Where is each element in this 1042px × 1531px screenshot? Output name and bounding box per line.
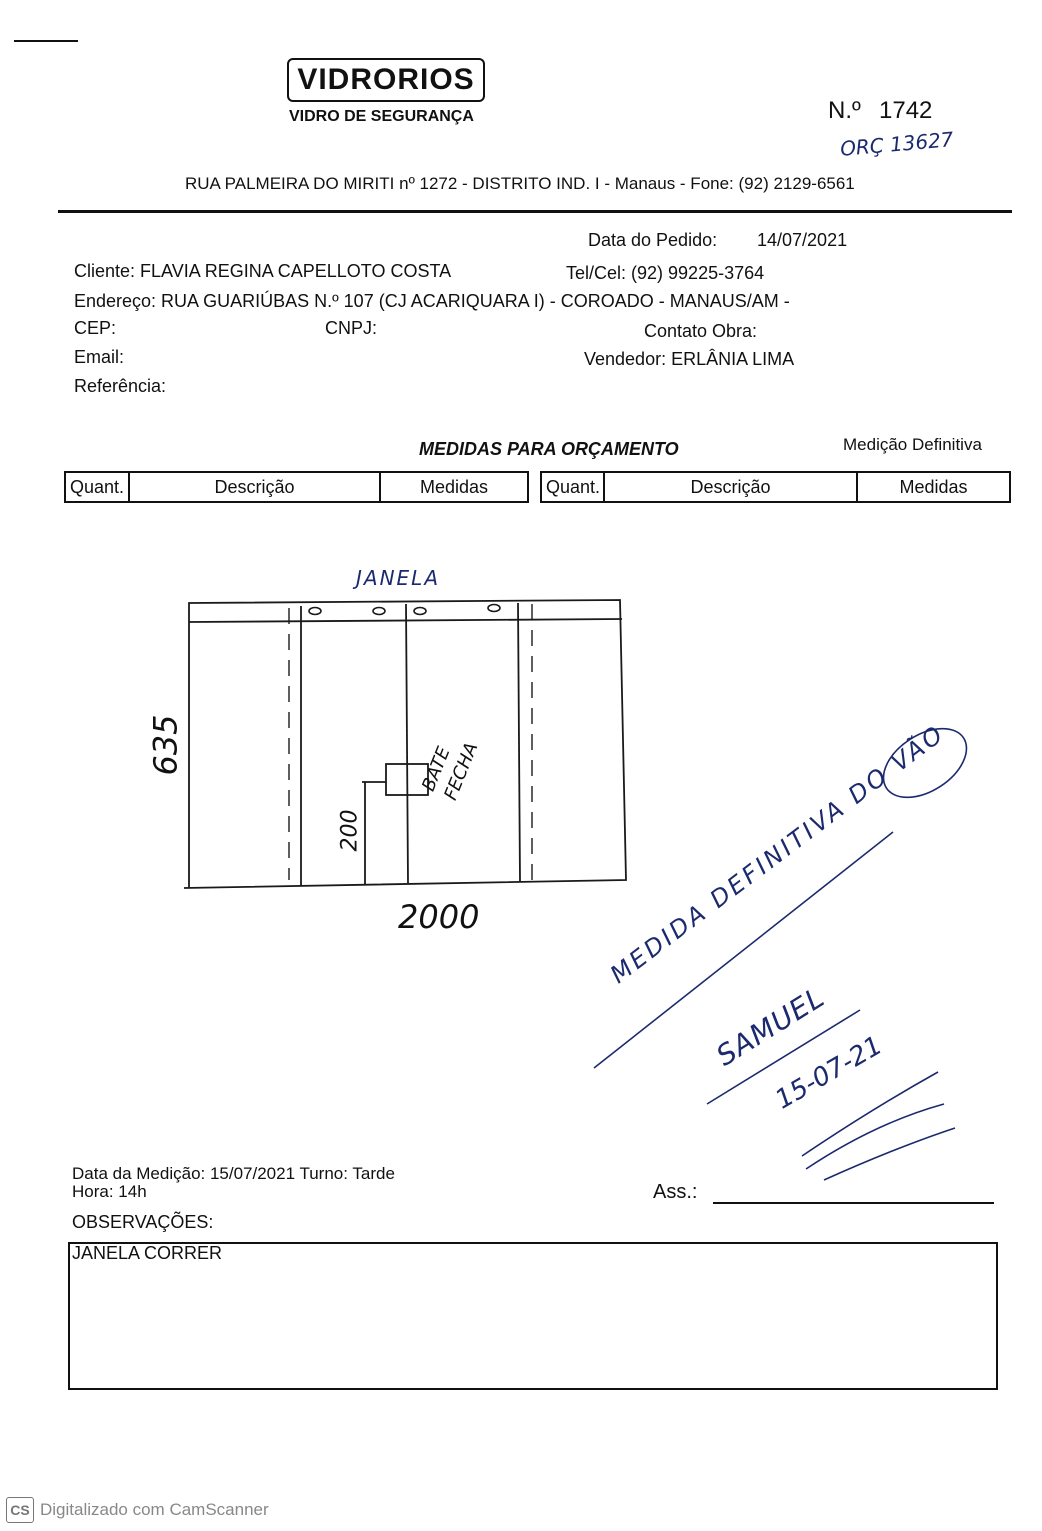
col-measures: Medidas bbox=[419, 477, 489, 497]
signature-flourish bbox=[806, 1104, 944, 1169]
col-description: Descrição bbox=[130, 473, 381, 501]
header-divider bbox=[58, 210, 1012, 213]
client-phone: Tel/Cel: (92) 99225-3764 bbox=[566, 263, 765, 283]
roller-icon bbox=[309, 608, 321, 615]
order-number-label: N.º bbox=[828, 97, 861, 124]
window-frame bbox=[184, 600, 626, 888]
width-dimension: 2000 bbox=[398, 898, 480, 936]
measures-title: MEDIDAS PARA ORÇAMENTO bbox=[419, 439, 679, 459]
sketch-label: JANELA bbox=[356, 566, 441, 590]
measures-table-right bbox=[540, 471, 1011, 503]
panel-divider bbox=[406, 604, 408, 883]
roller-icon bbox=[373, 608, 385, 615]
cnpj-label: CNPJ: bbox=[325, 318, 378, 338]
order-date: 14/07/2021 bbox=[757, 230, 848, 250]
observations-box bbox=[68, 1242, 998, 1390]
company-address: RUA PALMEIRA DO MIRITI nº 1272 - DISTRITO IND. I - Manaus - Fone: (92) 2129-6561 bbox=[185, 174, 855, 193]
signature: SAMUEL bbox=[710, 980, 831, 1073]
client-name: Cliente: FLAVIA REGINA CAPELLOTO COSTA bbox=[74, 261, 452, 281]
contact-label: Contato Obra: bbox=[644, 321, 758, 341]
reference-label: Referência: bbox=[74, 376, 167, 396]
company-tagline: VIDRO DE SEGURANÇA bbox=[289, 108, 474, 125]
scanner-watermark: Digitalizado com CamScanner bbox=[40, 1500, 269, 1519]
definitive-measure-note: MEDIDA DEFINITIVA DO VÃO bbox=[604, 719, 951, 989]
company-logo: VIDRORIOS bbox=[287, 58, 485, 102]
signature-date: 15-07-21 bbox=[770, 1030, 888, 1116]
measures-table-left bbox=[64, 471, 529, 503]
cep-label: CEP: bbox=[74, 318, 117, 338]
order-date-label: Data do Pedido: bbox=[588, 230, 718, 250]
camscanner-logo: CS bbox=[6, 1497, 34, 1523]
frame-top-rail bbox=[189, 619, 622, 622]
col-quant: Quant. bbox=[542, 473, 605, 501]
handle-height-dimension: 200 bbox=[337, 809, 363, 852]
col-measures: Medidas bbox=[899, 477, 968, 497]
observations-text: JANELA CORRER bbox=[72, 1243, 223, 1263]
order-number: 1742 bbox=[879, 97, 933, 124]
signature-flourish bbox=[824, 1128, 955, 1180]
observations-label: OBSERVAÇÕES: bbox=[72, 1212, 214, 1232]
measurement-date: Data da Medição: 15/07/2021 Turno: Tarde bbox=[72, 1164, 395, 1183]
signature-label: Ass.: bbox=[653, 1181, 698, 1203]
seller: Vendedor: ERLÂNIA LIMA bbox=[584, 349, 795, 369]
signature-line bbox=[713, 1202, 994, 1204]
stray-mark bbox=[14, 40, 78, 42]
col-description: Descrição bbox=[605, 473, 858, 501]
email-label: Email: bbox=[74, 347, 125, 367]
bate-fecha-note: BATE FECHA bbox=[418, 739, 483, 804]
measurement-hour: Hora: 14h bbox=[72, 1182, 147, 1201]
handwritten-budget-ref: ORÇ 13627 bbox=[839, 127, 955, 161]
roller-icon bbox=[414, 608, 426, 615]
measurement-status: Medição Definitiva bbox=[843, 435, 982, 454]
col-quant: Quant. bbox=[66, 473, 130, 501]
client-address: Endereço: RUA GUARIÚBAS N.º 107 (CJ ACARIQUARA I) - COROADO - MANAUS/AM - bbox=[74, 291, 790, 311]
panel-divider bbox=[518, 603, 520, 882]
roller-icon bbox=[488, 605, 500, 612]
height-dimension: 635 bbox=[146, 714, 185, 776]
